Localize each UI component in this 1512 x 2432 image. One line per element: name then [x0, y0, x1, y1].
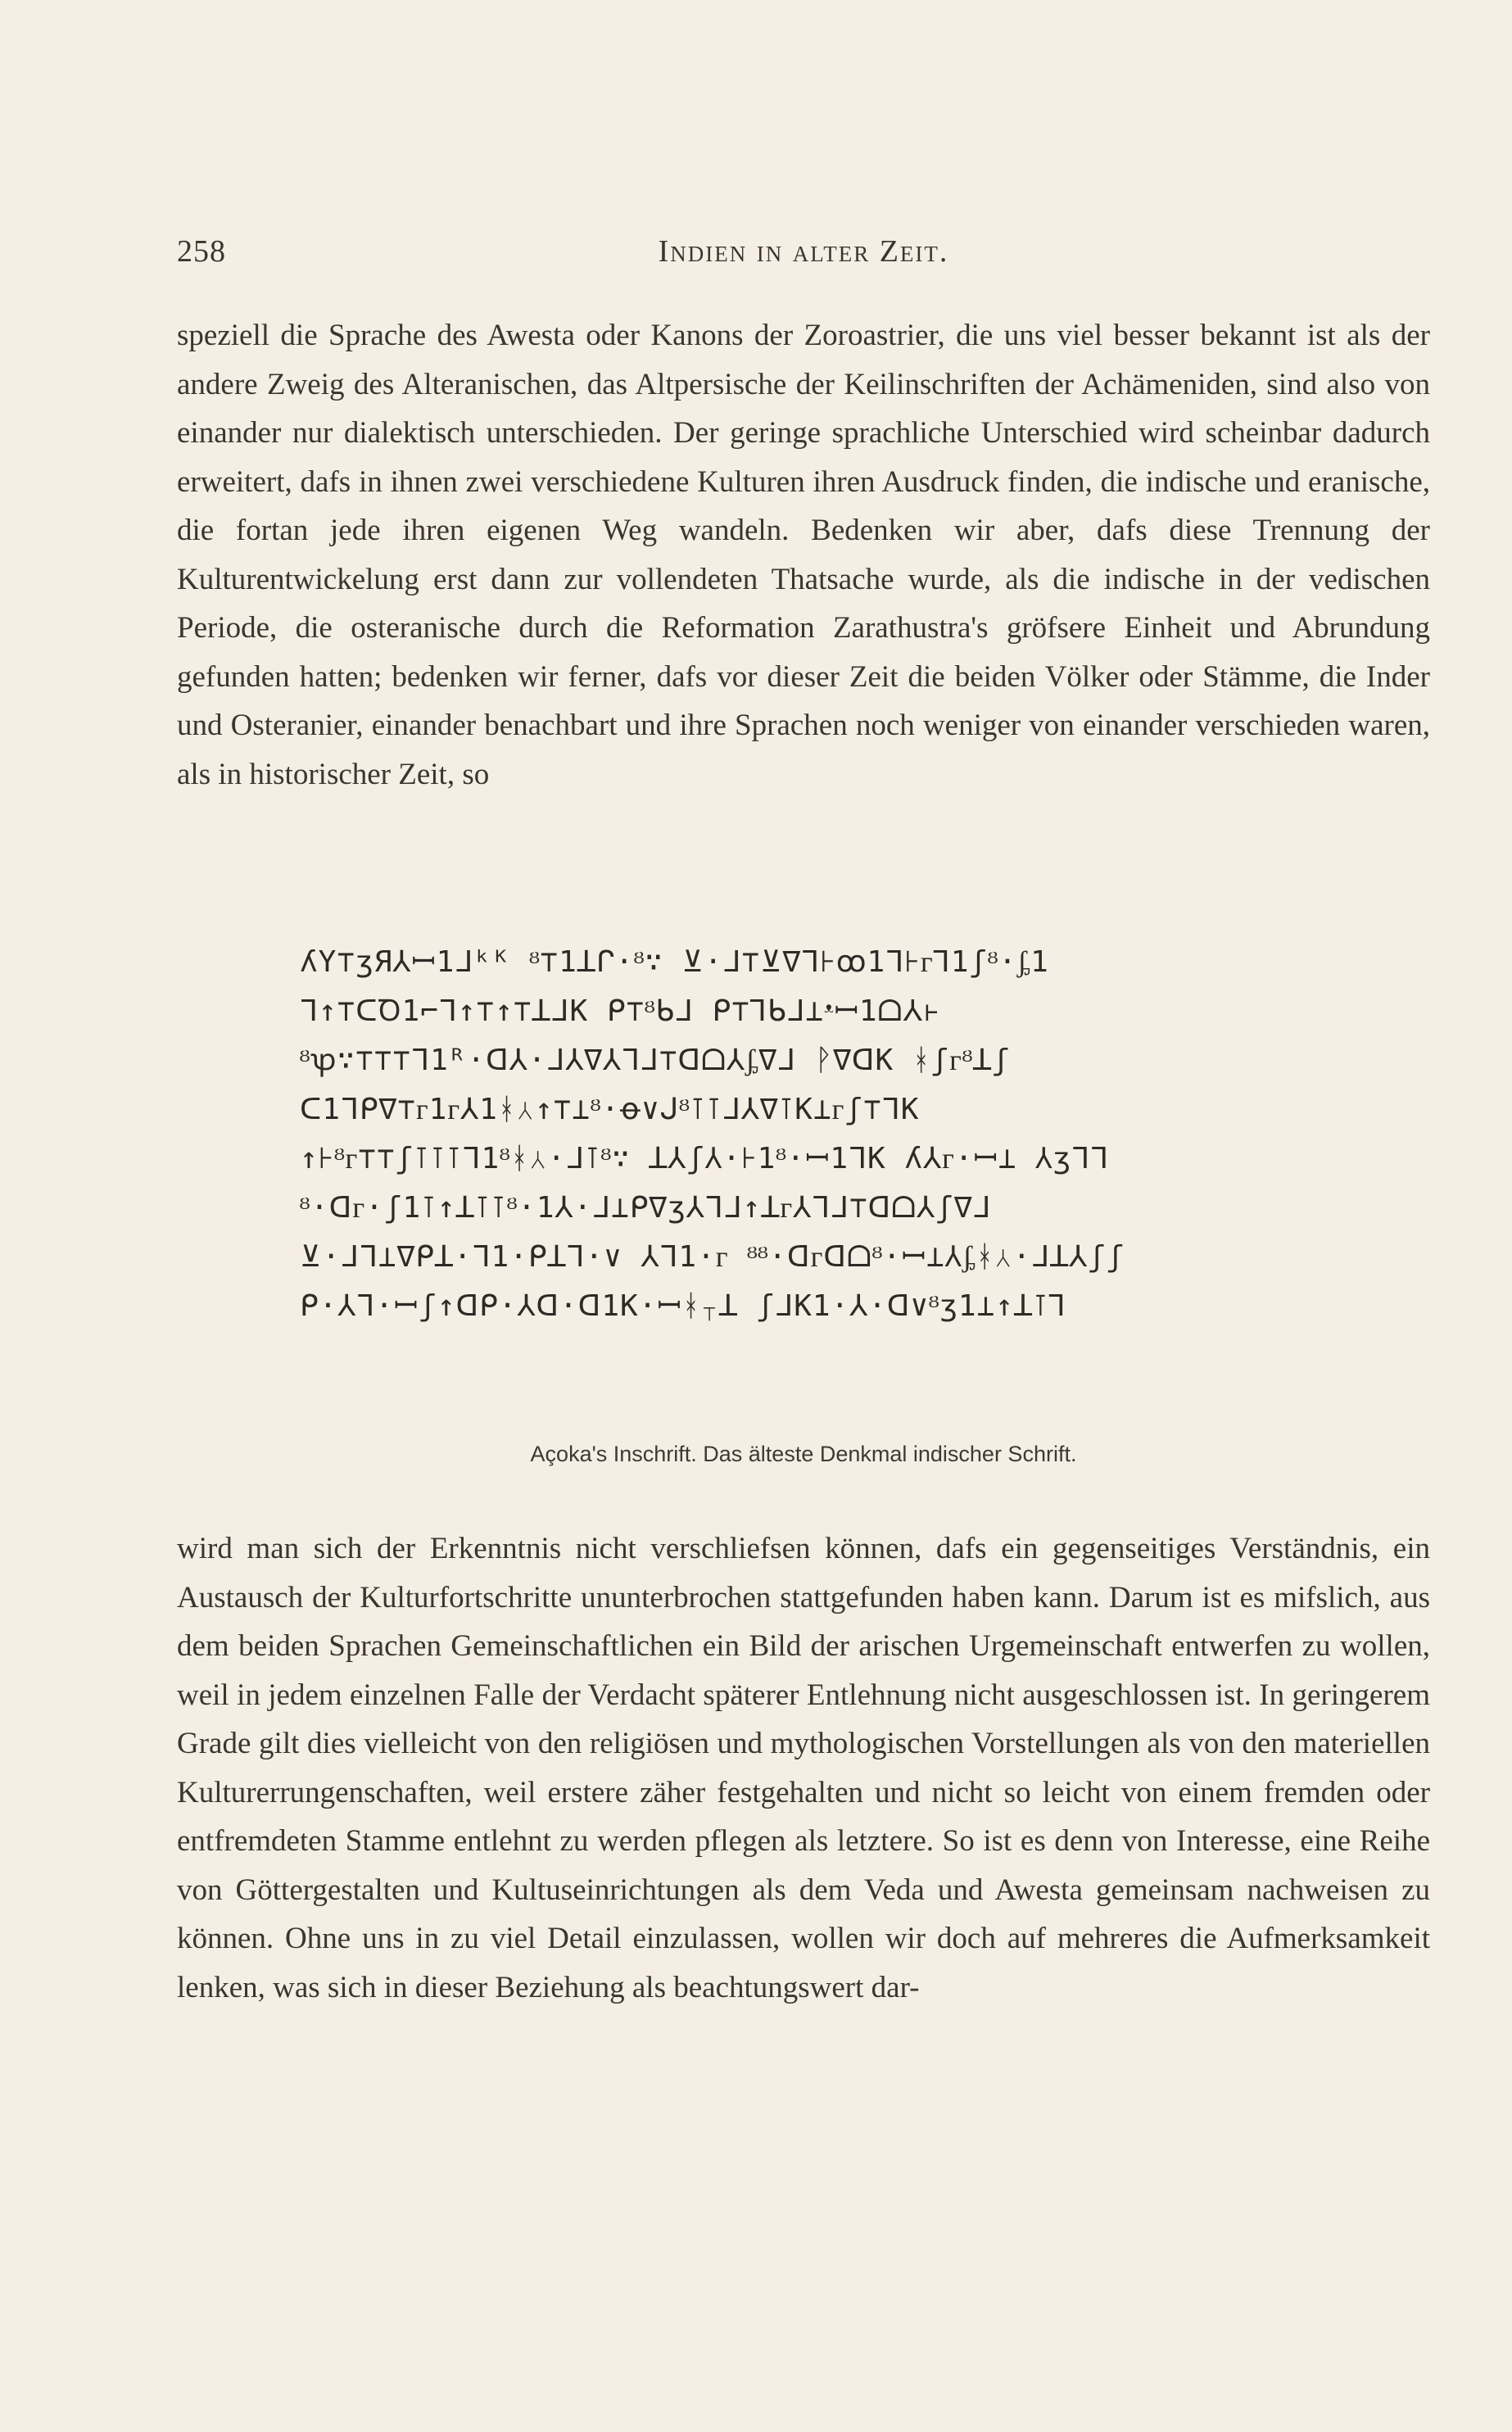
- brahmi-inscription: [300, 938, 1496, 1331]
- inscription-line: ᑭ·⅄ᒣ·ꟷʃ↑ᗡᑭ·⅄ᗡ·ᗡ1K·ꟷᚼ⊺ꓕ ʃᒧK1·⅄·ᗡ∨ᴽʒ1⊥↑ꓕ⊺⅂: [300, 1289, 1066, 1323]
- paragraph: wird man sich der Erkenntnis nicht verschliefsen können, dafs ein gegenseitiges Verständnis, ein Austausch der Kulturfortschritte ununterbrochen stattgefunden haben kann. Darum ist es mifslich, aus dem beiden Sprachen Gemeinschaftlichen ein Bild der arischen Urgemeinschaft entwerfen zu wollen, weil in jedem einzelnen Falle der Verdacht späterer Entlehnung nicht ausgeschlossen ist. In geringerem Grade gilt dies vielleicht von den religiösen und mythologischen Vorstellungen als von den materiellen Kulturerrungenschaften, weil erstere zäher festgehalten und nicht so leicht von einem fremden oder entfremdeten Stamme entlehnt zu werden pflegen als letztere. So ist es denn von Interesse, eine Reihe von Göttergestalten und Kultuseinrichtungen als dem Veda und Awesta gemeinsam nachweisen zu können. Ohne uns in zu viel Detail einzulassen, wollen wir doch auf mehreres die Aufmerksamkeit lenken, was sich in dieser Beziehung als beachtungswert dar-: [177, 1532, 1430, 2004]
- inscription-line: ᑕ1ᒣᑭ∇⊤ᴦ1ᴦ⅄1ᚼ⅄↑⊤⊥ᴽ·ꝋ∨ᒍᴽ⊺⊺ᒧ⅄∇⊺K⊥ᴦʃ⊤ᒣK: [300, 1093, 920, 1126]
- inscription-line: ↑⊦ᴽᴦ⊤⊤ʃ⊺⊺⊺ᒣ1ᴽᚼ⅄·ᒧ⊺ᴽ∵ ꓕ⅄ʃ⅄·⊦1ᴽ·ꟷ1ᒣK ʎ⅄ᴦ·ꟷ⊥ ⅄ʒᒣᒣ: [300, 1142, 1110, 1175]
- inscription-line: ᴽꝕ∵⊤⊤⊤ᒣ1ᴿ·ᗡ⅄·ᒧ⅄∇⅄ᒣᒧ⊤ᗡᗝ⅄ᶋ∇ᒧ ᚹ∇ᗡK ᚼʃᴦᴽꓕʃ: [300, 1044, 1011, 1077]
- inscription-line: ⊻·ᒧᒣ⊥∇ᑭꓕ·ᒣ1·ᑭꓕᒣ·∨ ⅄ᒣ1·ᴦ ᴽᴽ·ᗡᴦᗡᗝᴽ·ꟷ⊥⅄ᶋᚼ⅄·ᒧꓕ⅄ʃʃ: [300, 1240, 1125, 1274]
- figure-caption: Açoka's Inschrift. Das älteste Denkmal indischer Schrift.: [530, 1442, 1077, 1466]
- inscription-line: ᴽ·ᗡᴦ·ʃ1⊺↑ꓕ⊺⊺ᴽ·1⅄·ᒧ⊥ᑭ∇ʒ⅄ᒣᒧ↑ꓕᴦ⅄ᒣᒧ⊤ᗡᗝ⅄ʃ∇ᒧ: [300, 1191, 992, 1225]
- page-number: 258: [177, 234, 226, 269]
- inscription-line: ᒣ↑⊤ᑕꝹ1⌐ᒣ↑⊤↑⊤ꓕᒧK ᑭ⊤ᴽᑲᒧ ᑭ⊤⅂ᑲᒧ⊥ᵜꟷ1ᗝ⅄⊦: [300, 994, 939, 1028]
- inscription-line: ʎY⊤ʒЯ⅄ꟷ1ᒧᵏᴷ ᴽ⊤1ꓕᒋ·ᴽ∵ ⊻·ᒧ⊤⊻∇ᒣ⊦ꝏ1ᒣ⊦ᴦ⅂1ʃᴽ·ᶋ1: [300, 945, 1049, 979]
- body-text-bottom: [177, 1524, 1430, 2012]
- body-text-top: [177, 311, 1430, 799]
- inscription-figure: [177, 938, 1430, 1466]
- running-title: Indien in alter Zeit.: [658, 234, 949, 269]
- paragraph: speziell die Sprache des Awesta oder Kanons der Zoroastrier, die uns viel besser bekannt ist als der andere Zweig des Alteranischen, das Altpersische der Keilinschriften der Achämeniden, sind also von einander nur dialektisch unterschieden. Der geringe sprachliche Unterschied wird scheinbar dadurch erweitert, dafs in ihnen zwei verschiedene Kulturen ihren Ausdruck finden, die indische und eranische, die fortan jede ihren eigenen Weg wandeln. Bedenken wir aber, dafs diese Trennung der Kulturentwickelung erst dann zur vollendeten Thatsache wurde, als die indische in der vedischen Periode, die osteranische durch die Reformation Zarathustra's gröfsere Einheit und Abrundung gefunden hatten; bedenken wir ferner, dafs vor dieser Zeit die beiden Völker oder Stämme, die Inder und Osteranier, einander benachbart und ihre Sprachen noch weniger von einander verschieden waren, als in historischer Zeit, so: [177, 319, 1430, 791]
- page-header: [177, 233, 1430, 274]
